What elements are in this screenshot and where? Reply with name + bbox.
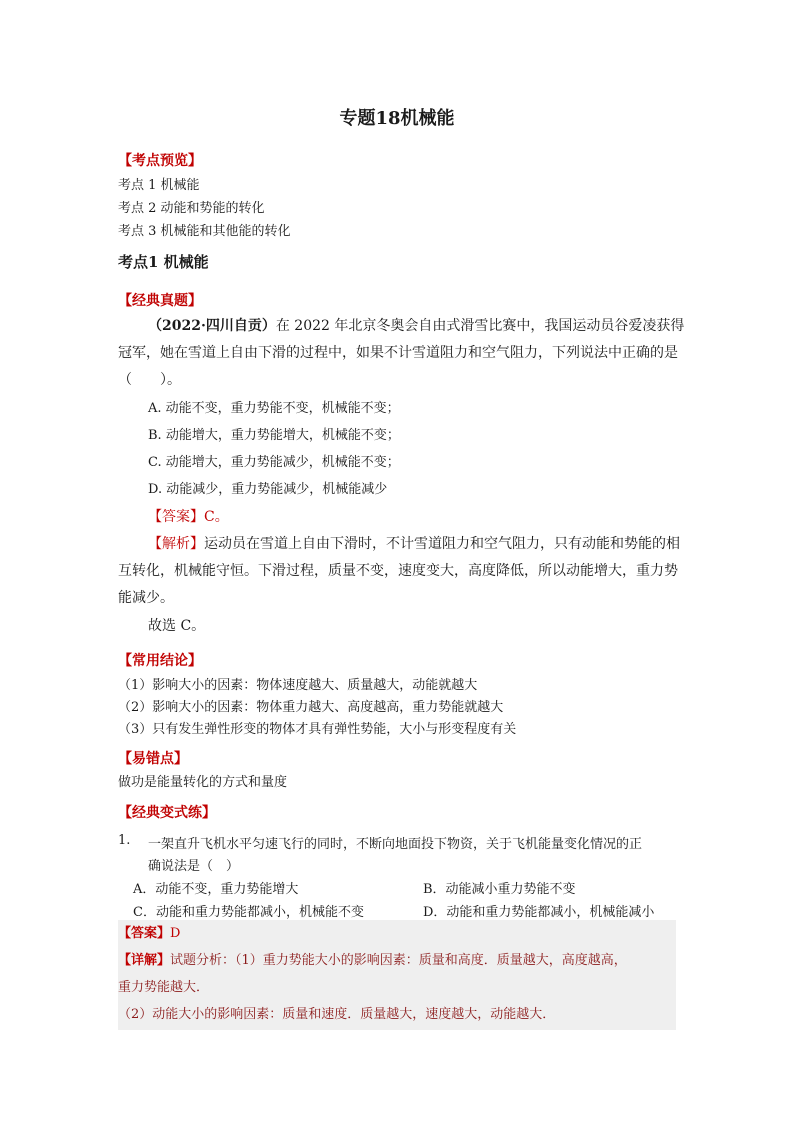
analysis-label: 【解析】 [148, 536, 204, 552]
analysis-line: 互转化，机械能守恒。下滑过程，质量不变，速度变大，高度降低，所以动能增大，重力势 [118, 563, 678, 579]
practice-option-c: C．动能和重力势能都减小，机械能不变 [133, 905, 364, 920]
classic-heading: 【经典真题】 [118, 293, 202, 309]
common-heading: 【常用结论】 [118, 653, 202, 669]
practice-detail-label: 【详解】 [118, 953, 171, 968]
common-item: （3）只有发生弹性形变的物体才具有弹性势能，大小与形变程度有关 [118, 722, 517, 737]
answer-value: C。 [204, 509, 229, 525]
answer-label: 【答案】 [148, 509, 204, 525]
answer-line [148, 506, 229, 526]
practice-detail-line: （2）动能大小的影响因素：质量和速度．质量越大，速度越大，动能越大． [118, 1007, 556, 1022]
option-c: C. 动能增大，重力势能减少，机械能不变； [148, 455, 400, 470]
preview-heading: 【考点预览】 [118, 153, 202, 169]
practice-option-d: D．动能和重力势能都减小，机械能减小 [423, 905, 655, 920]
conclusion-line: 故选 C。 [148, 618, 206, 634]
option-a: A. 动能不变，重力势能不变，机械能不变； [148, 401, 400, 416]
practice-detail-line [118, 949, 627, 968]
practice-answer-line [118, 922, 180, 941]
option-b: B. 动能增大，重力势能增大，机械能不变； [148, 428, 400, 443]
common-item: （1）影响大小的因素：物体速度越大、质量越大，动能就越大 [118, 678, 478, 693]
practice-option-a: A．动能不变，重力势能增大 [133, 882, 299, 897]
practice-answer-label: 【答案】 [118, 926, 171, 941]
question-line: 冠军，她在雪道上自由下滑的过程中，如果不计雪道阻力和空气阻力，下列说法中正确的是 [118, 345, 678, 361]
mistake-heading: 【易错点】 [118, 751, 188, 767]
page-title: 专题18机械能 [339, 108, 455, 129]
common-item: （2）影响大小的因素：物体重力越大、高度越高，重力势能就越大 [118, 700, 504, 715]
practice-heading: 【经典变式练】 [118, 805, 216, 821]
question-line: （ ）。 [118, 372, 181, 388]
practice-question-line: 一架直升飞机水平匀速飞行的同时，不断向地面投下物资，关于飞机能量变化情况的正 [148, 837, 643, 852]
practice-answer-value: D [170, 926, 181, 941]
practice-option-b: B．动能减小重力势能不变 [423, 882, 576, 897]
practice-question-line: 确说法是（ ） [148, 859, 240, 874]
analysis-line: 能减少。 [118, 590, 174, 606]
option-d: D. 动能减少，重力势能减少，机械能减少 [148, 482, 388, 497]
practice-detail-text: 试题分析：（1）重力势能大小的影响因素：质量和高度．质量越大，高度越高， [170, 953, 627, 968]
practice-number: 1. [118, 833, 131, 848]
preview-item: 考点 1 机械能 [118, 178, 200, 193]
practice-detail-line: 重力势能越大． [118, 980, 210, 995]
preview-item: 考点 2 动能和势能的转化 [118, 201, 265, 216]
question-line [148, 315, 684, 335]
analysis-line [148, 533, 680, 553]
preview-item: 考点 3 机械能和其他能的转化 [118, 224, 291, 239]
mistake-text: 做功是能量转化的方式和量度 [118, 775, 288, 790]
analysis-text: 运动员在雪道上自由下滑时，不计雪道阻力和空气阻力，只有动能和势能的相 [204, 536, 680, 552]
question-source: （2022·四川自贡） [148, 318, 276, 334]
question-text: 在 2022 年北京冬奥会自由式滑雪比赛中，我国运动员谷爱凌获得 [275, 318, 685, 334]
section-title: 考点1 机械能 [118, 253, 209, 271]
